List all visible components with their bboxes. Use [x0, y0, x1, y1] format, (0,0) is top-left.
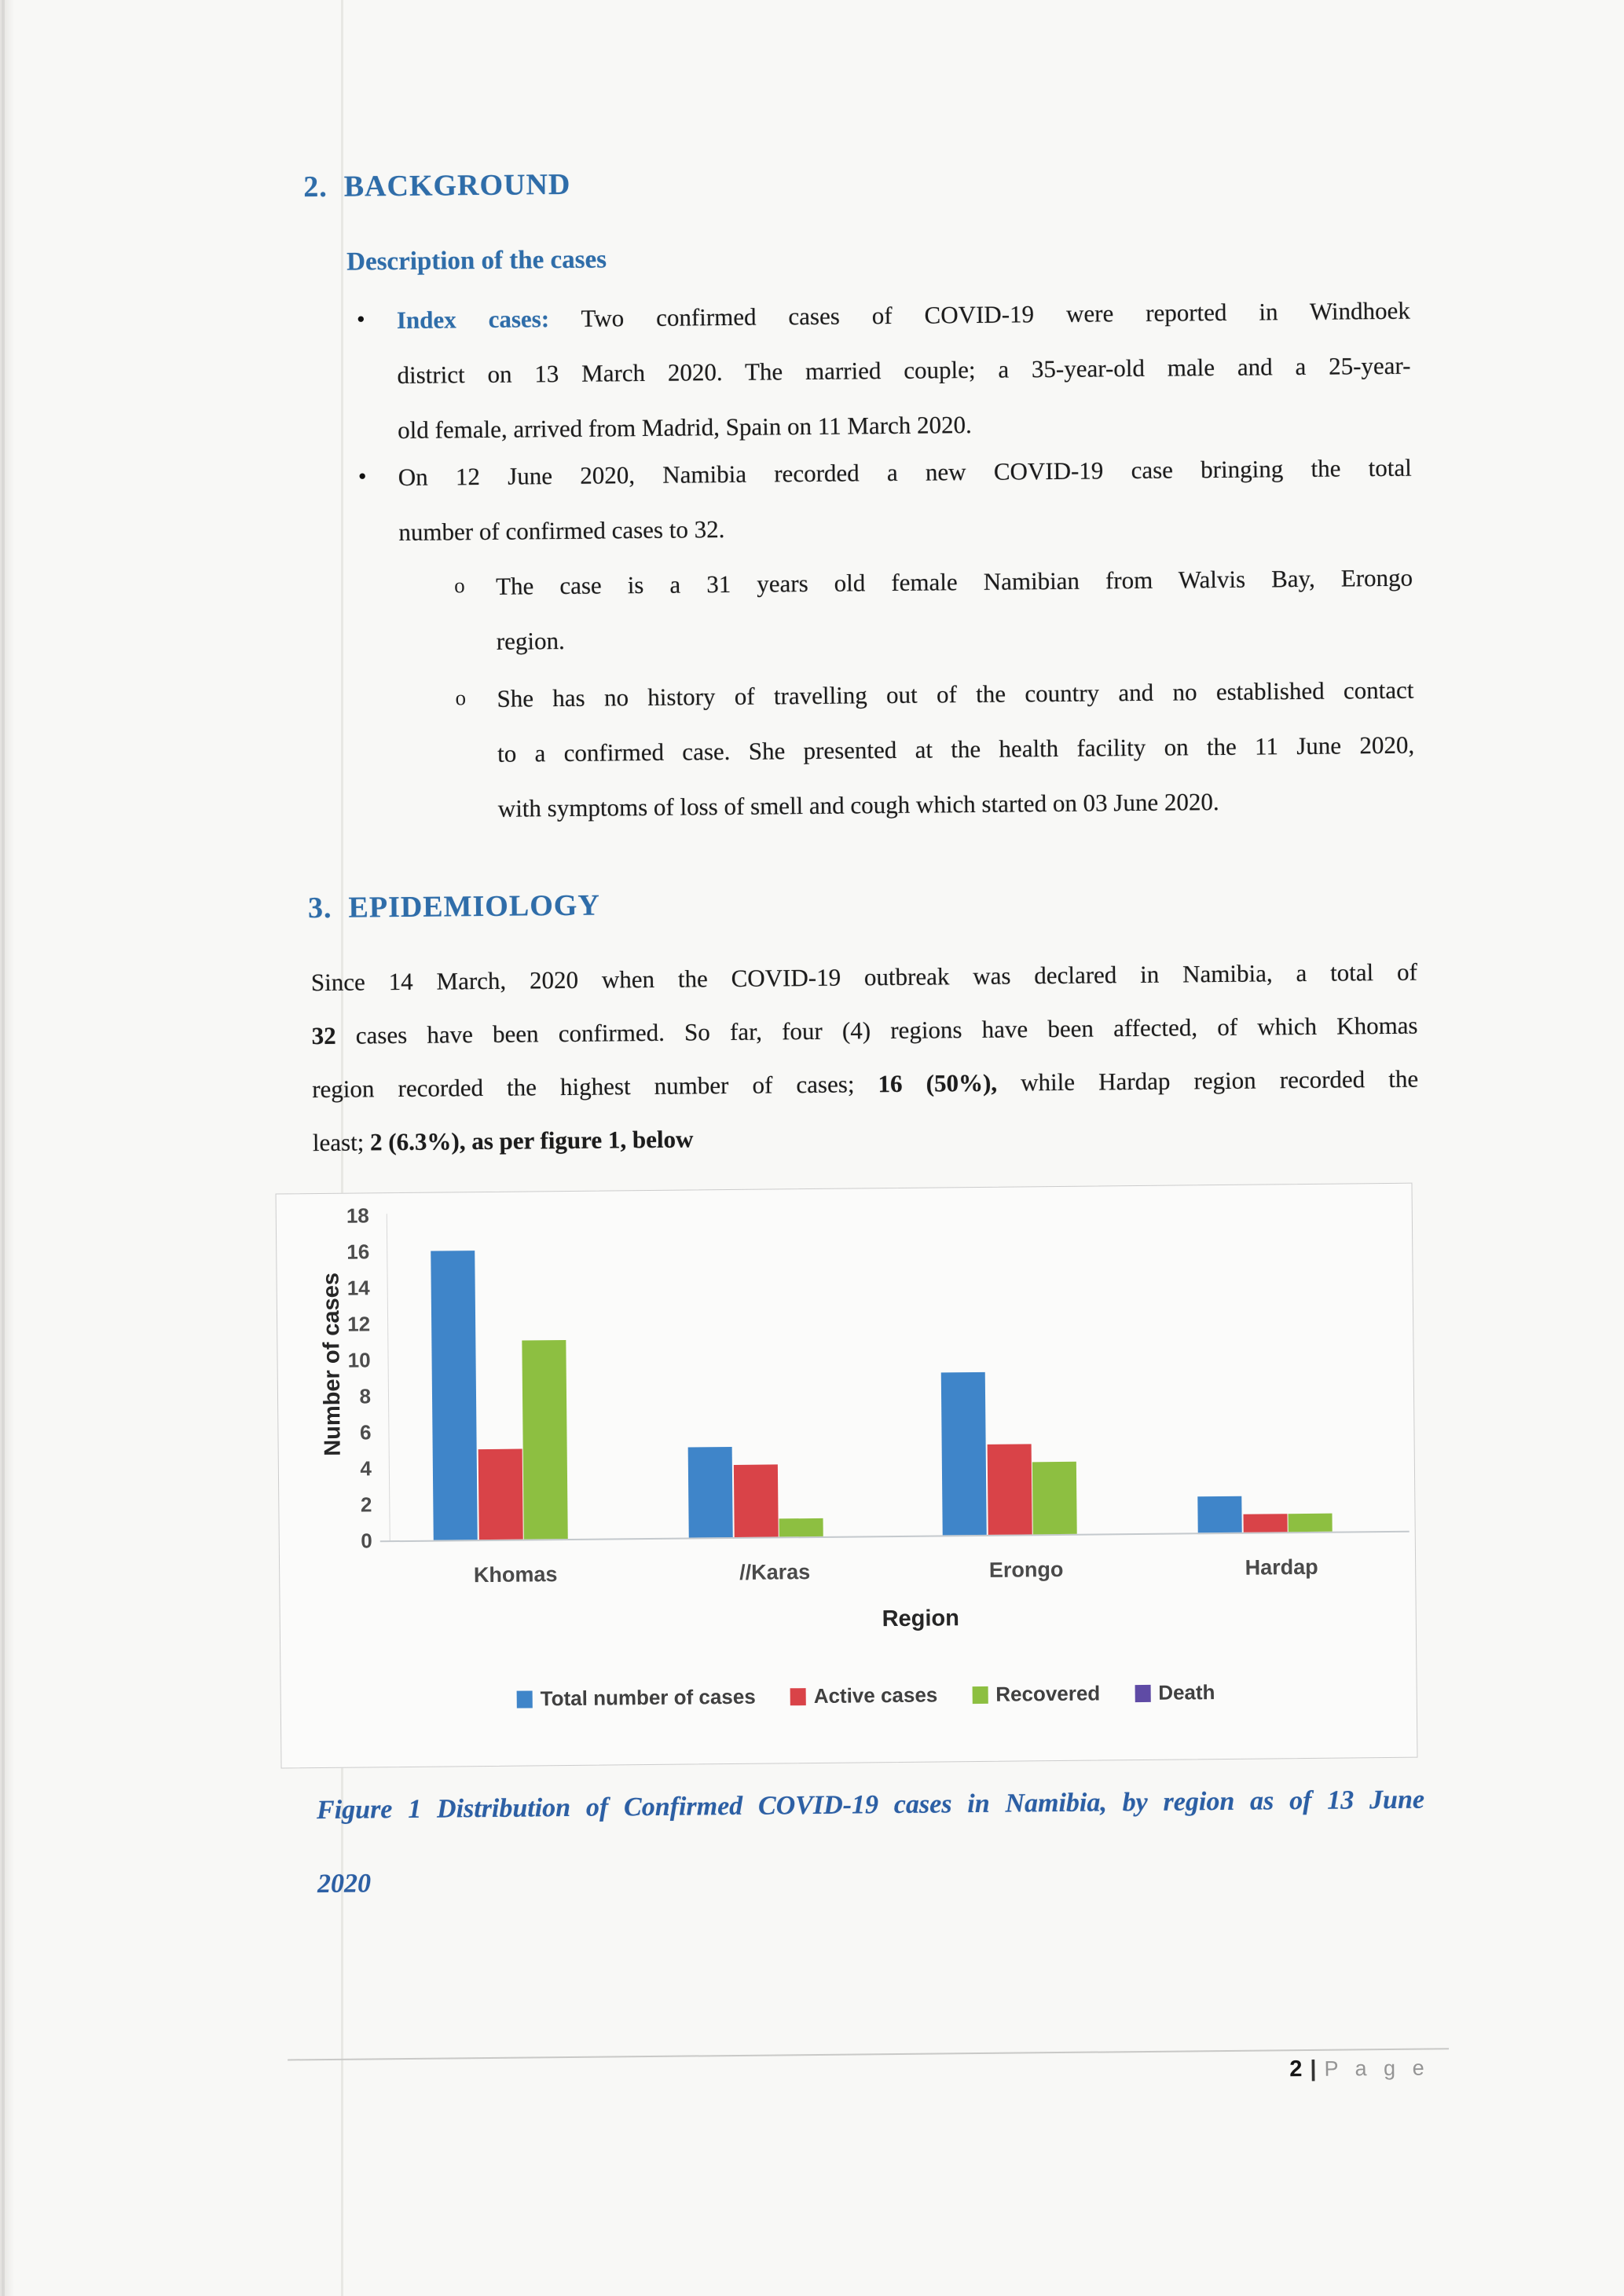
- sub-bullet2-line1: She has no history of travelling out of the country and no established contact: [497, 676, 1414, 712]
- legend-label: Death: [1158, 1680, 1215, 1705]
- legend-swatch-icon: [517, 1690, 533, 1708]
- epi-text: while Hardap region recorded the: [1021, 1064, 1419, 1097]
- x-category-hardap: Hardap: [1245, 1554, 1318, 1580]
- page-number-footer: [1289, 2055, 1446, 2082]
- legend-label: Active cases: [813, 1683, 938, 1708]
- epi-paragraph-line1: Since 14 March, 2020 when the COVID-19 outbreak was declared in Namibia, a total of: [310, 958, 1418, 997]
- y-axis-title: Number of cases: [318, 1272, 346, 1456]
- bullet2-line2: number of confirmed cases to 32.: [398, 515, 725, 547]
- sub-bullet2-line2: to a confirmed case. She presented at the health facility on the 11 June 2020,: [497, 731, 1415, 767]
- bullet1-line2: district on 13 March 2020. The married couple; a 35-year-old male and a 25-year-: [397, 351, 1411, 390]
- bullet1-line3: old female, arrived from Madrid, Spain on 11 March 2020.: [398, 411, 972, 445]
- x-axis-title: Region: [882, 1606, 960, 1632]
- sub-bullet1-line1: The case is a 31 years old female Namibian from Walvis Bay, Erongo: [495, 563, 1413, 600]
- bullet2-line1: On 12 June 2020, Namibia recorded a new COVID-19 case bringing the total: [398, 453, 1412, 492]
- epi-bold-16-50: 16 (50%),: [878, 1068, 998, 1098]
- legend-item-total-number-of-cases: [517, 1685, 756, 1712]
- bar-karas-active-cases: [733, 1464, 778, 1537]
- y-tick-0: 0: [361, 1529, 372, 1553]
- page-number-separator: |: [1310, 2056, 1317, 2082]
- epi-paragraph-line4: [313, 1117, 1419, 1159]
- section-number: 2.: [303, 170, 328, 204]
- legend-label: Recovered: [995, 1681, 1101, 1706]
- epi-text: region recorded the highest number of cases;: [312, 1070, 855, 1104]
- footer-rule: [288, 2048, 1449, 2060]
- bullet-marker: •: [356, 305, 365, 333]
- bar-erongo-recovered: [1032, 1462, 1077, 1535]
- page-word: P a g e: [1324, 2056, 1430, 2081]
- y-tick-16: 16: [346, 1240, 370, 1264]
- figure-caption-line2: 2020: [317, 1869, 372, 1899]
- y-tick-6: 6: [359, 1420, 372, 1445]
- sub-bullet2-line3: with symptoms of loss of smell and cough which started on 03 June 2020.: [497, 788, 1219, 822]
- bar-hardap-active-cases: [1243, 1514, 1287, 1532]
- epi-bold-32: 32: [311, 1021, 336, 1050]
- y-tick-2: 2: [360, 1492, 372, 1517]
- legend-swatch-icon: [1135, 1684, 1150, 1701]
- y-tick-14: 14: [346, 1276, 370, 1300]
- y-tick-4: 4: [360, 1456, 372, 1481]
- bar-karas-total-number-of-cases: [688, 1447, 733, 1538]
- sub-bullet1-line2: region.: [496, 626, 565, 655]
- bullet1-line1: [397, 295, 1410, 336]
- y-tick-12: 12: [347, 1312, 371, 1336]
- x-category-khomas: Khomas: [473, 1562, 558, 1587]
- legend-item-active-cases: [790, 1683, 938, 1708]
- subsection-heading: Description of the cases: [346, 245, 607, 276]
- bullet1-text: Two confirmed cases of COVID-19 were reported in Windhoek: [581, 296, 1410, 332]
- y-tick-8: 8: [359, 1384, 372, 1408]
- section-number: 3.: [307, 891, 332, 925]
- page-number: 2: [1289, 2056, 1303, 2082]
- bar-erongo-total-number-of-cases: [941, 1372, 987, 1536]
- section-heading-background: [303, 169, 571, 203]
- legend-swatch-icon: [790, 1688, 806, 1705]
- bar-khomas-active-cases: [478, 1449, 522, 1540]
- legend-item-recovered: [972, 1682, 1100, 1708]
- bullet1-lead: Index cases:: [396, 305, 550, 335]
- bar-khomas-total-number-of-cases: [431, 1251, 478, 1540]
- bar-erongo-active-cases: [987, 1444, 1032, 1535]
- x-category-erongo: Erongo: [988, 1557, 1064, 1582]
- epi-bold-2-63: 2 (6.3%), as per figure 1, below: [369, 1125, 694, 1156]
- sub-bullet-marker: o: [455, 686, 467, 710]
- bullet-marker: •: [357, 462, 367, 490]
- chart-legend: [517, 1680, 1215, 1712]
- section-title: BACKGROUND: [343, 167, 571, 203]
- bars-layer: [277, 1184, 1412, 1195]
- epi-text: least;: [312, 1128, 365, 1157]
- sub-bullet-marker: o: [453, 573, 465, 598]
- legend-item-death: [1135, 1680, 1215, 1705]
- epi-text: cases have been confirmed. So far, four (4) regions have been affected, of which Khomas: [355, 1011, 1418, 1049]
- bar-karas-recovered: [779, 1518, 823, 1537]
- section-heading-epidemiology: [308, 890, 600, 925]
- bar-hardap-recovered: [1288, 1514, 1332, 1532]
- x-category-karas: //Karas: [739, 1560, 811, 1584]
- figure-caption-line1: Figure 1 Distribution of Confirmed COVID-19 cases in Namibia, by region as of 13 June: [316, 1785, 1425, 1825]
- epi-paragraph-line3: [312, 1064, 1418, 1106]
- y-tick-18: 18: [346, 1203, 369, 1228]
- y-axis-line: [387, 1214, 390, 1540]
- epi-paragraph-line2: [311, 1010, 1417, 1053]
- bar-hardap-total-number-of-cases: [1197, 1496, 1241, 1533]
- y-tick-10: 10: [347, 1348, 371, 1372]
- bar-khomas-recovered: [522, 1340, 567, 1540]
- figure-chart: [276, 1183, 1418, 1769]
- legend-swatch-icon: [972, 1686, 988, 1703]
- section-title: EPIDEMIOLOGY: [348, 888, 600, 925]
- legend-label: Total number of cases: [540, 1684, 756, 1711]
